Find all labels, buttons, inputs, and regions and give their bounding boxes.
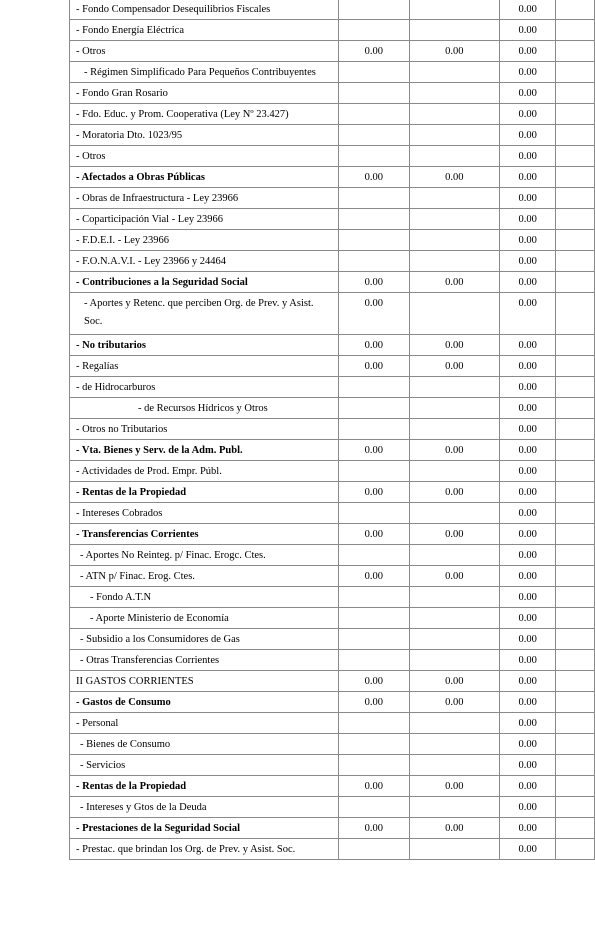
table-row (70, 419, 595, 440)
row-extra-cell (556, 629, 595, 650)
row-value-v2: 0.00 (409, 482, 499, 503)
row-extra-cell (556, 377, 595, 398)
row-label: - Fdo. Educ. y Prom. Cooperativa (Ley Nº 23.427) (70, 104, 339, 125)
row-extra-cell (556, 566, 595, 587)
row-value-v1 (338, 734, 409, 755)
row-value-v3: 0.00 (499, 629, 556, 650)
row-label: - Servicios (70, 755, 339, 776)
row-value-v3: 0.00 (499, 734, 556, 755)
row-extra-cell (556, 167, 595, 188)
row-value-v3: 0.00 (499, 188, 556, 209)
row-value-v1 (338, 545, 409, 566)
row-value-v2 (409, 62, 499, 83)
row-value-v1 (338, 188, 409, 209)
row-value-v1 (338, 251, 409, 272)
row-label: - Obras de Infraestructura - Ley 23966 (70, 188, 339, 209)
row-value-v3: 0.00 (499, 83, 556, 104)
row-value-v1 (338, 62, 409, 83)
row-label: - Transferencias Corrientes (70, 524, 339, 545)
table-row (70, 251, 595, 272)
row-value-v3: 0.00 (499, 62, 556, 83)
row-value-v1 (338, 0, 409, 20)
row-extra-cell (556, 398, 595, 419)
row-value-v2 (409, 629, 499, 650)
table-row (70, 62, 595, 83)
row-value-v2: 0.00 (409, 524, 499, 545)
row-value-v3: 0.00 (499, 797, 556, 818)
row-value-v1 (338, 230, 409, 251)
row-value-v3: 0.00 (499, 0, 556, 20)
row-extra-cell (556, 230, 595, 251)
row-value-v1: 0.00 (338, 482, 409, 503)
row-value-v2 (409, 503, 499, 524)
table-row (70, 608, 595, 629)
row-value-v3: 0.00 (499, 41, 556, 62)
table-row (70, 20, 595, 41)
row-value-v3: 0.00 (499, 125, 556, 146)
row-value-v3: 0.00 (499, 293, 556, 335)
row-extra-cell (556, 671, 595, 692)
table-row (70, 104, 595, 125)
row-label: - Otros (70, 41, 339, 62)
row-extra-cell (556, 356, 595, 377)
row-extra-cell (556, 755, 595, 776)
row-extra-cell (556, 335, 595, 356)
row-value-v1 (338, 83, 409, 104)
row-value-v3: 0.00 (499, 776, 556, 797)
row-extra-cell (556, 482, 595, 503)
row-label: - Fondo Energía Eléctrica (70, 20, 339, 41)
row-label: - Aportes y Retenc. que perciben Org. de Prev. y Asist. Soc. (70, 293, 339, 335)
table-row (70, 818, 595, 839)
row-extra-cell (556, 146, 595, 167)
table-row (70, 356, 595, 377)
row-value-v3: 0.00 (499, 482, 556, 503)
row-value-v1: 0.00 (338, 335, 409, 356)
row-extra-cell (556, 209, 595, 230)
row-value-v1 (338, 713, 409, 734)
row-value-v3: 0.00 (499, 524, 556, 545)
row-value-v1 (338, 419, 409, 440)
table-row (70, 503, 595, 524)
row-value-v2 (409, 713, 499, 734)
row-value-v2 (409, 650, 499, 671)
row-value-v3: 0.00 (499, 671, 556, 692)
row-value-v1 (338, 650, 409, 671)
row-label: - de Hidrocarburos (70, 377, 339, 398)
row-value-v2 (409, 608, 499, 629)
row-value-v1 (338, 608, 409, 629)
row-value-v3: 0.00 (499, 230, 556, 251)
row-value-v2 (409, 230, 499, 251)
row-value-v1: 0.00 (338, 356, 409, 377)
row-extra-cell (556, 440, 595, 461)
row-value-v2 (409, 251, 499, 272)
row-extra-cell (556, 419, 595, 440)
row-label: - Vta. Bienes y Serv. de la Adm. Publ. (70, 440, 339, 461)
row-label: - Moratoria Dto. 1023/95 (70, 125, 339, 146)
row-value-v1 (338, 377, 409, 398)
row-value-v1 (338, 398, 409, 419)
row-value-v1 (338, 629, 409, 650)
table-row (70, 524, 595, 545)
table-row (70, 167, 595, 188)
row-value-v2: 0.00 (409, 440, 499, 461)
table-row (70, 230, 595, 251)
row-value-v1 (338, 20, 409, 41)
row-value-v2 (409, 83, 499, 104)
row-value-v1: 0.00 (338, 671, 409, 692)
row-value-v3: 0.00 (499, 755, 556, 776)
row-label: - Subsidio a los Consumidores de Gas (70, 629, 339, 650)
row-value-v2: 0.00 (409, 356, 499, 377)
row-label: - Bienes de Consumo (70, 734, 339, 755)
row-value-v1: 0.00 (338, 692, 409, 713)
row-label: - Fondo Compensador Desequilibrios Fiscales (70, 0, 339, 20)
row-value-v2 (409, 188, 499, 209)
table-row (70, 797, 595, 818)
table-row (70, 566, 595, 587)
row-value-v2: 0.00 (409, 692, 499, 713)
row-value-v2 (409, 545, 499, 566)
row-value-v1: 0.00 (338, 41, 409, 62)
row-value-v2: 0.00 (409, 167, 499, 188)
row-extra-cell (556, 461, 595, 482)
row-extra-cell (556, 188, 595, 209)
table-row (70, 671, 595, 692)
row-value-v3: 0.00 (499, 251, 556, 272)
row-value-v2 (409, 209, 499, 230)
row-extra-cell (556, 545, 595, 566)
table-row (70, 545, 595, 566)
row-value-v2 (409, 20, 499, 41)
row-label: - ATN p/ Finac. Erog. Ctes. (70, 566, 339, 587)
row-value-v1 (338, 797, 409, 818)
row-value-v3: 0.00 (499, 461, 556, 482)
row-value-v1 (338, 587, 409, 608)
row-label: - Otros (70, 146, 339, 167)
budget-table (69, 0, 595, 860)
table-row (70, 209, 595, 230)
table-row (70, 293, 595, 335)
row-value-v1 (338, 125, 409, 146)
table-row (70, 440, 595, 461)
row-extra-cell (556, 818, 595, 839)
row-extra-cell (556, 608, 595, 629)
row-label: - No tributarios (70, 335, 339, 356)
row-value-v3: 0.00 (499, 608, 556, 629)
row-value-v2 (409, 293, 499, 335)
row-value-v1 (338, 209, 409, 230)
row-value-v1: 0.00 (338, 776, 409, 797)
row-extra-cell (556, 587, 595, 608)
row-value-v2: 0.00 (409, 272, 499, 293)
row-extra-cell (556, 797, 595, 818)
row-label: - Régimen Simplificado Para Pequeños Contribuyentes (70, 62, 339, 83)
row-extra-cell (556, 0, 595, 20)
row-value-v2 (409, 0, 499, 20)
row-value-v1 (338, 146, 409, 167)
table-row (70, 0, 595, 20)
row-value-v2 (409, 797, 499, 818)
row-extra-cell (556, 104, 595, 125)
row-value-v1 (338, 104, 409, 125)
table-row (70, 272, 595, 293)
row-extra-cell (556, 524, 595, 545)
row-value-v1: 0.00 (338, 440, 409, 461)
row-value-v3: 0.00 (499, 818, 556, 839)
row-value-v1: 0.00 (338, 293, 409, 335)
table-row (70, 335, 595, 356)
row-value-v2: 0.00 (409, 776, 499, 797)
table-row (70, 629, 595, 650)
row-label: - Afectados a Obras Públicas (70, 167, 339, 188)
row-value-v2: 0.00 (409, 41, 499, 62)
row-label: - Prestac. que brindan los Org. de Prev. y Asist. Soc. (70, 839, 339, 860)
row-value-v3: 0.00 (499, 566, 556, 587)
table-row (70, 398, 595, 419)
table-row (70, 755, 595, 776)
row-extra-cell (556, 776, 595, 797)
row-extra-cell (556, 251, 595, 272)
table-row (70, 776, 595, 797)
table-row (70, 188, 595, 209)
row-extra-cell (556, 503, 595, 524)
row-value-v3: 0.00 (499, 377, 556, 398)
row-label: - F.O.N.A.V.I. - Ley 23966 y 24464 (70, 251, 339, 272)
row-extra-cell (556, 734, 595, 755)
budget-table-body (70, 0, 595, 860)
row-label: - Prestaciones de la Seguridad Social (70, 818, 339, 839)
row-label: - Gastos de Consumo (70, 692, 339, 713)
row-label: - Coparticipación Vial - Ley 23966 (70, 209, 339, 230)
row-extra-cell (556, 692, 595, 713)
table-row (70, 83, 595, 104)
row-value-v1 (338, 755, 409, 776)
row-extra-cell (556, 20, 595, 41)
row-label: - Rentas de la Propiedad (70, 482, 339, 503)
row-value-v3: 0.00 (499, 503, 556, 524)
row-value-v2 (409, 377, 499, 398)
table-row (70, 650, 595, 671)
row-value-v1: 0.00 (338, 566, 409, 587)
row-value-v2: 0.00 (409, 566, 499, 587)
row-value-v3: 0.00 (499, 419, 556, 440)
row-value-v2 (409, 104, 499, 125)
row-extra-cell (556, 83, 595, 104)
row-value-v2 (409, 587, 499, 608)
row-label: II GASTOS CORRIENTES (70, 671, 339, 692)
row-value-v3: 0.00 (499, 692, 556, 713)
row-label: - Fondo Gran Rosario (70, 83, 339, 104)
row-label: - Rentas de la Propiedad (70, 776, 339, 797)
row-label: - Otros no Tributarios (70, 419, 339, 440)
row-value-v2: 0.00 (409, 335, 499, 356)
row-value-v2: 0.00 (409, 818, 499, 839)
table-row (70, 734, 595, 755)
row-value-v3: 0.00 (499, 713, 556, 734)
row-value-v2 (409, 125, 499, 146)
row-value-v1 (338, 839, 409, 860)
row-value-v2 (409, 419, 499, 440)
row-label: - Intereses Cobrados (70, 503, 339, 524)
table-row (70, 41, 595, 62)
row-extra-cell (556, 293, 595, 335)
row-label: - de Recursos Hídricos y Otros (70, 398, 339, 419)
row-extra-cell (556, 41, 595, 62)
row-extra-cell (556, 272, 595, 293)
table-row (70, 125, 595, 146)
table-row (70, 146, 595, 167)
row-extra-cell (556, 125, 595, 146)
table-row (70, 839, 595, 860)
row-value-v3: 0.00 (499, 587, 556, 608)
row-label: - Fondo A.T.N (70, 587, 339, 608)
row-value-v3: 0.00 (499, 209, 556, 230)
row-label: - Regalías (70, 356, 339, 377)
row-value-v3: 0.00 (499, 146, 556, 167)
row-value-v3: 0.00 (499, 545, 556, 566)
row-value-v3: 0.00 (499, 167, 556, 188)
row-value-v2 (409, 461, 499, 482)
row-value-v1: 0.00 (338, 524, 409, 545)
table-row (70, 692, 595, 713)
row-value-v2: 0.00 (409, 671, 499, 692)
table-row (70, 377, 595, 398)
row-label: - Actividades de Prod. Empr. Públ. (70, 461, 339, 482)
table-row (70, 482, 595, 503)
row-value-v2 (409, 398, 499, 419)
row-label: - Intereses y Gtos de la Deuda (70, 797, 339, 818)
row-label: - Personal (70, 713, 339, 734)
row-value-v3: 0.00 (499, 398, 556, 419)
row-value-v2 (409, 839, 499, 860)
row-value-v3: 0.00 (499, 839, 556, 860)
row-extra-cell (556, 713, 595, 734)
row-value-v3: 0.00 (499, 335, 556, 356)
table-row (70, 461, 595, 482)
table-row (70, 587, 595, 608)
row-value-v3: 0.00 (499, 650, 556, 671)
row-value-v2 (409, 755, 499, 776)
row-value-v3: 0.00 (499, 272, 556, 293)
row-value-v1: 0.00 (338, 167, 409, 188)
row-value-v1 (338, 503, 409, 524)
row-value-v2 (409, 146, 499, 167)
row-label: - Aportes No Reinteg. p/ Finac. Erogc. Ctes. (70, 545, 339, 566)
row-value-v3: 0.00 (499, 20, 556, 41)
row-value-v1: 0.00 (338, 818, 409, 839)
row-value-v3: 0.00 (499, 440, 556, 461)
row-value-v3: 0.00 (499, 356, 556, 377)
row-value-v1 (338, 461, 409, 482)
row-label: - F.D.E.I. - Ley 23966 (70, 230, 339, 251)
row-value-v2 (409, 734, 499, 755)
row-label: - Otras Transferencias Corrientes (70, 650, 339, 671)
row-value-v1: 0.00 (338, 272, 409, 293)
row-value-v3: 0.00 (499, 104, 556, 125)
table-row (70, 713, 595, 734)
row-extra-cell (556, 650, 595, 671)
row-extra-cell (556, 62, 595, 83)
row-label: - Contribuciones a la Seguridad Social (70, 272, 339, 293)
row-label: - Aporte Ministerio de Economía (70, 608, 339, 629)
row-extra-cell (556, 839, 595, 860)
